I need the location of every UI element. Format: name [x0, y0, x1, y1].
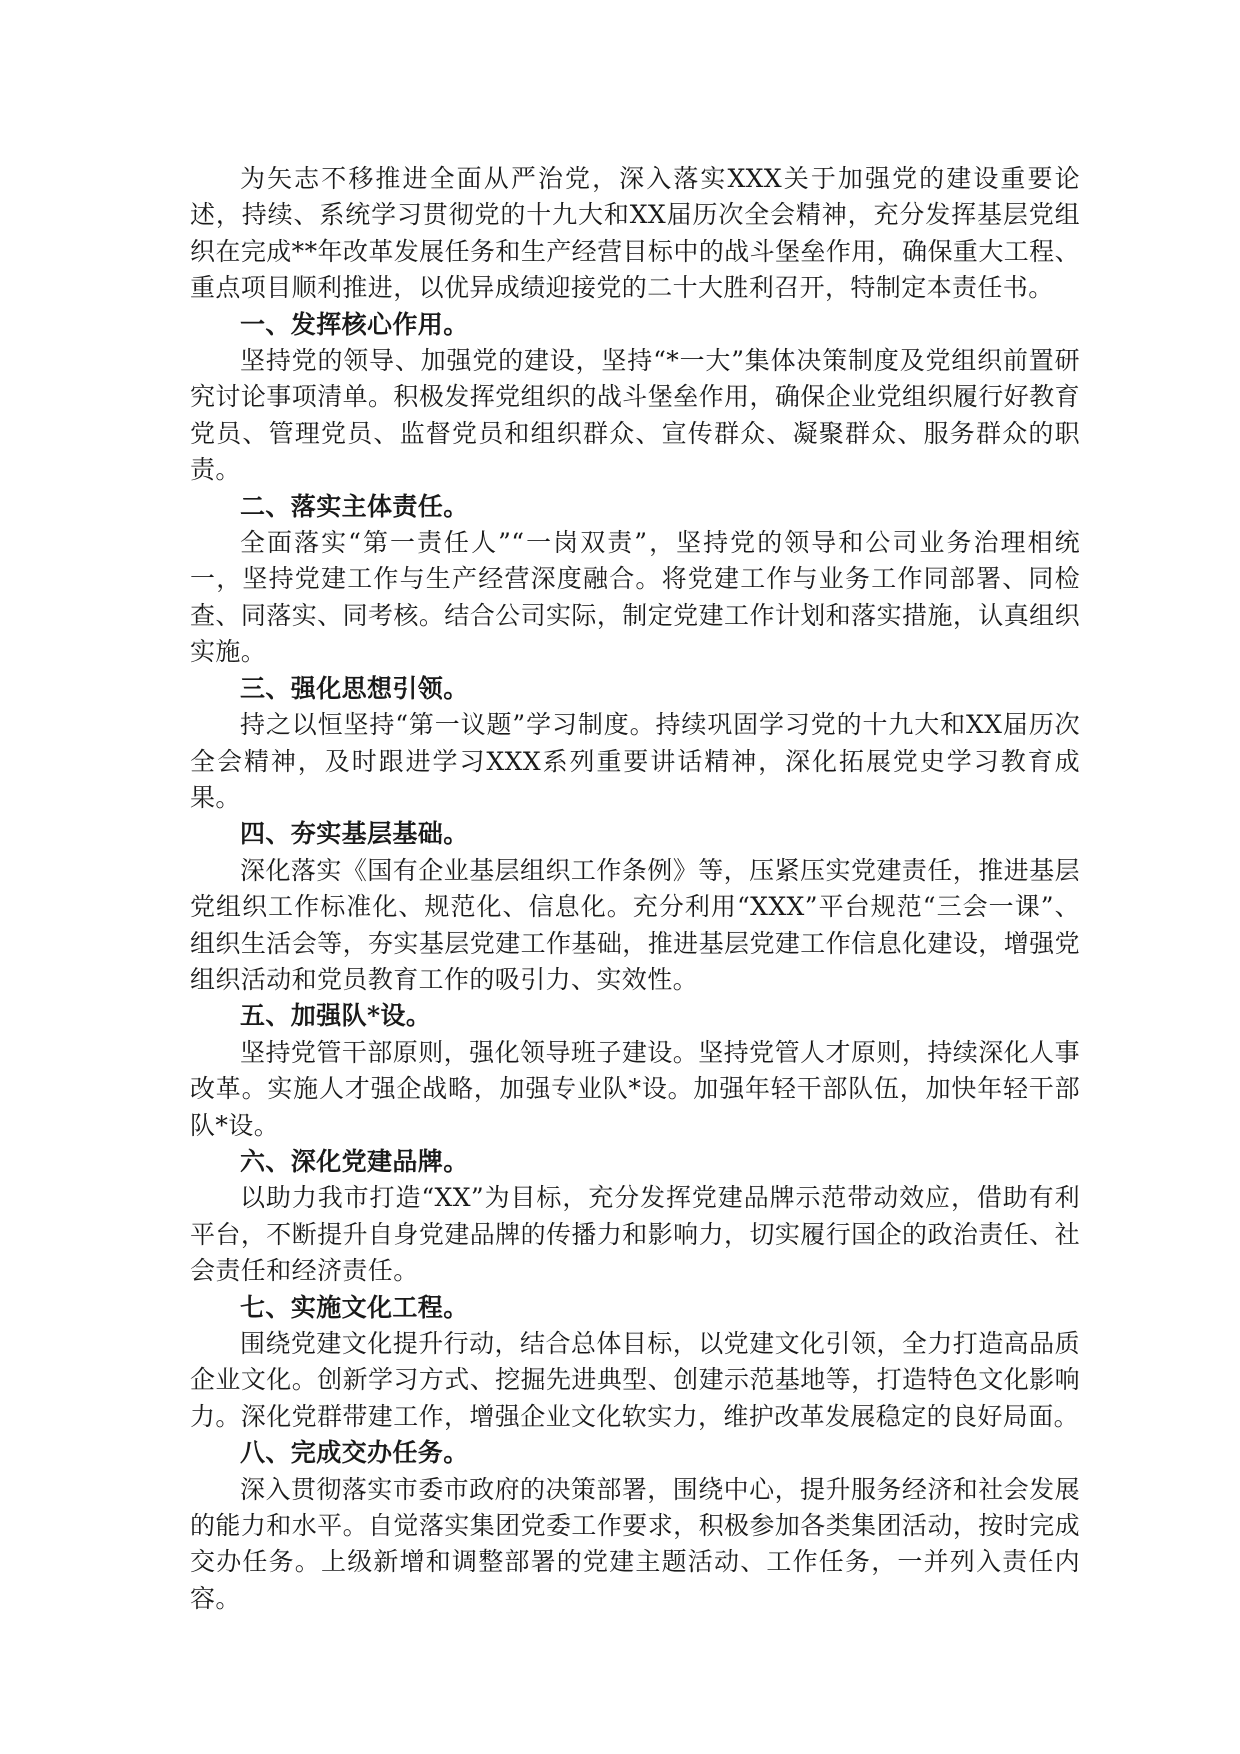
- section-body-3: 持之以恒坚持“第一议题”学习制度。持续巩固学习党的十九大和XX届历次全会精神，及时跟进学习XXX系列重要讲话精神，深化拓展党史学习教育成果。: [190, 710, 1080, 812]
- intro-paragraph: 为矢志不移推进全面从严治党，深入落实XXX关于加强党的建设重要论述，持续、系统学习贯彻党的十九大和XX届历次全会精神，充分发挥基层党组织在完成**年改革发展任务和生产经营目标中的战斗堡垒作用，确保重大工程、重点项目顺利推进，以优异成绩迎接党的二十大胜利召开，特制定本责任书。: [190, 164, 1080, 303]
- section-body-4: 深化落实《国有企业基层组织工作条例》等，压紧压实党建责任，推进基层党组织工作标准化、规范化、信息化。充分利用“XXX”平台规范“三会一课”、组织生活会等，夯实基层党建工作基础，推进基层党建工作信息化建设，增强党组织活动和党员教育工作的吸引力、实效性。: [190, 855, 1080, 994]
- section-body-6: 以助力我市打造“XX”为目标，充分发挥党建品牌示范带动效应，借助有利平台，不断提升自身党建品牌的传播力和影响力，切实履行国企的政治责任、社会责任和经济责任。: [190, 1183, 1080, 1286]
- section-body-8: 深入贯彻落实市委市政府的决策部署，围绕中心，提升服务经济和社会发展的能力和水平。自觉落实集团党委工作要求，积极参加各类集团活动，按时完成交办任务。上级新增和调整部署的党建主题活动、工作任务，一并列入责任内容。: [190, 1474, 1080, 1613]
- section-body-5: 坚持党管干部原则，强化领导班子建设。坚持党管人才原则，持续深化人事改革。实施人才强企战略，加强专业队*设。加强年轻干部队伍，加快年轻干部队*设。: [190, 1037, 1080, 1140]
- section-heading-8: 八、完成交办任务。: [240, 1438, 469, 1468]
- section-body-1: 坚持党的领导、加强党的建设，坚持“*一大”集体决策制度及党组织前置研究讨论事项清单。积极发挥党组织的战斗堡垒作用，确保企业党组织履行好教育党员、管理党员、监督党员和组织群众、宣传群众、凝聚群众、服务群众的职责。: [190, 346, 1080, 485]
- section-heading-7: 七、实施文化工程。: [240, 1292, 469, 1322]
- section-body-2: 全面落实“第一责任人”“一岗双责”，坚持党的领导和公司业务治理相统一，坚持党建工作与生产经营深度融合。将党建工作与业务工作同部署、同检查、同落实、同考核。结合公司实际，制定党建工作计划和落实措施，认真组织实施。: [190, 528, 1080, 667]
- section-heading-3: 三、强化思想引领。: [240, 673, 469, 703]
- section-body-7: 围绕党建文化提升行动，结合总体目标，以党建文化引领，全力打造高品质企业文化。创新学习方式、挖掘先进典型、创建示范基地等，打造特色文化影响力。深化党群带建工作，增强企业文化软实力，维护改革发展稳定的良好局面。: [190, 1329, 1080, 1431]
- section-heading-6: 六、深化党建品牌。: [240, 1146, 469, 1176]
- section-heading-4: 四、夯实基层基础。: [240, 819, 469, 849]
- section-heading-5: 五、加强队*设。: [240, 1001, 432, 1031]
- section-heading-2: 二、落实主体责任。: [240, 491, 469, 521]
- section-heading-1: 一、发挥核心作用。: [240, 309, 469, 339]
- document-body: [190, 161, 1080, 1617]
